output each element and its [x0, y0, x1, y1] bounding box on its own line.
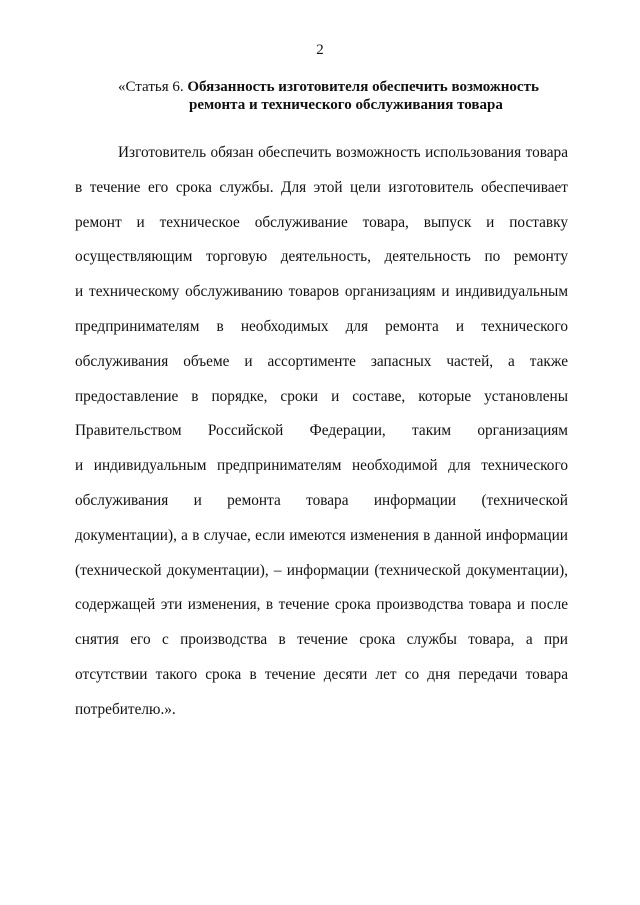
- body-line: (технической документации), – информации (технической документации),: [75, 561, 568, 579]
- body-line: отсутствии такого срока в течение десяти лет со дня передачи товара: [75, 665, 568, 683]
- article-title-line1: Обязанность изготовителя обеспечить возможность: [187, 79, 539, 95]
- body-line: в течение его срока службы. Для этой цели изготовитель обеспечивает: [75, 178, 568, 196]
- body-line: предоставление в порядке, сроки и составе, которые установлены: [75, 387, 568, 405]
- body-line: Правительством Российской Федерации, таким организациям: [75, 422, 568, 440]
- body-line: обслуживания объеме и ассортименте запасных частей, а также: [75, 352, 568, 370]
- body-line: обслуживания и ремонта товара информации (технической: [75, 491, 568, 509]
- page-number: 2: [316, 42, 324, 58]
- body-line: потребителю.».: [75, 700, 176, 718]
- article-heading: [118, 78, 588, 114]
- body-line: ремонт и техническое обслуживание товара, выпуск и поставку: [75, 213, 568, 231]
- body-line: и техническому обслуживанию товаров организациям и индивидуальным: [75, 283, 568, 301]
- body-line: предпринимателям в необходимых для ремонта и технического: [75, 317, 568, 335]
- body-line: снятия его с производства в течение срока службы товара, а при: [75, 631, 568, 649]
- article-body: [75, 136, 568, 728]
- body-line: осуществляющим торговую деятельность, деятельность по ремонту: [75, 248, 568, 266]
- body-line: Изготовитель обязан обеспечить возможность использования товара: [118, 144, 568, 161]
- body-line: и индивидуальным предпринимателям необходимой для технического: [75, 457, 568, 475]
- body-line: содержащей эти изменения, в течение срока производства товара и после: [75, 596, 568, 614]
- body-line: документации), а в случае, если имеются изменения в данной информации: [75, 526, 568, 544]
- article-prefix: «Статья 6.: [118, 79, 188, 95]
- article-title-line2: ремонта и технического обслуживания товара: [189, 97, 503, 113]
